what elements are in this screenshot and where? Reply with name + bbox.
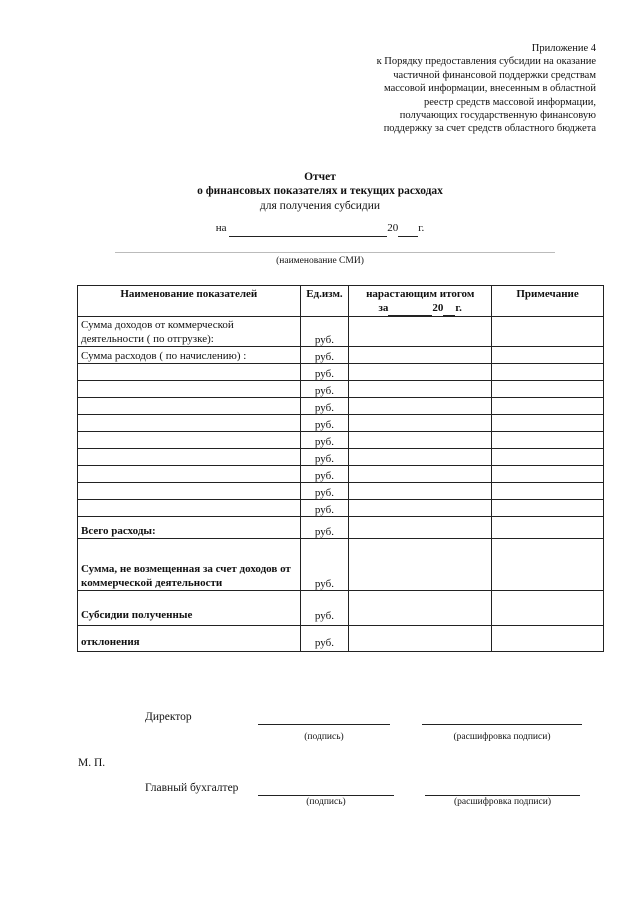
row-unit: руб.: [300, 381, 349, 398]
row-note-cell[interactable]: [492, 483, 604, 500]
accountant-signature-line[interactable]: [258, 795, 394, 796]
report-table: [77, 285, 604, 652]
report-title: Отчет: [304, 171, 336, 183]
row-unit: руб.: [300, 539, 349, 591]
appendix-line: массовой информации, внесенным в областной: [384, 83, 596, 95]
row-name[interactable]: [78, 466, 301, 483]
date-prefix: на: [215, 222, 227, 234]
row-note-cell[interactable]: [492, 466, 604, 483]
row-value-cell[interactable]: [349, 317, 492, 347]
date-suffix: г.: [418, 222, 425, 234]
accountant-decode-line[interactable]: [425, 795, 580, 796]
row-name[interactable]: [78, 483, 301, 500]
row-value-cell[interactable]: [349, 449, 492, 466]
table-row: [78, 364, 604, 381]
row-note-cell[interactable]: [492, 381, 604, 398]
row-unit: руб.: [300, 317, 349, 347]
row-unit: руб.: [300, 398, 349, 415]
header-cumulative: нарастающим итогом за 20 г.: [349, 286, 492, 317]
row-note-cell[interactable]: [492, 364, 604, 381]
row-unit: руб.: [300, 500, 349, 517]
table-row-uncovered: [78, 539, 604, 591]
year-blank[interactable]: [398, 221, 418, 237]
row-unit: руб.: [300, 466, 349, 483]
date-year: 20: [387, 222, 399, 234]
row-name: Сумма, не возмещенная за счет доходов от коммерческой деятельности: [78, 539, 301, 591]
row-note-cell[interactable]: [492, 415, 604, 432]
row-value-cell[interactable]: [349, 539, 492, 591]
media-name-caption: (наименование СМИ): [276, 256, 364, 266]
header-unit: Ед.изм.: [300, 286, 349, 317]
row-name[interactable]: [78, 415, 301, 432]
row-unit: руб.: [300, 517, 349, 539]
report-purpose: для получения субсидии: [259, 200, 381, 212]
row-note-cell[interactable]: [492, 347, 604, 364]
row-value-cell[interactable]: [349, 398, 492, 415]
row-name[interactable]: [78, 432, 301, 449]
director-signature-caption: (подпись): [304, 732, 344, 742]
table-row: [78, 415, 604, 432]
row-value-cell[interactable]: [349, 500, 492, 517]
row-name[interactable]: [78, 500, 301, 517]
row-name[interactable]: [78, 381, 301, 398]
table-row-subsidies: [78, 591, 604, 626]
row-note-cell[interactable]: [492, 626, 604, 652]
table-row: [78, 381, 604, 398]
row-unit: руб.: [300, 449, 349, 466]
director-signature-line[interactable]: [258, 724, 390, 725]
row-name: Субсидии полученные: [78, 591, 301, 626]
accountant-decode-caption: (расшифровка подписи): [454, 797, 551, 807]
row-value-cell[interactable]: [349, 415, 492, 432]
director-decode-caption: (расшифровка подписи): [453, 732, 551, 742]
appendix-line: к Порядку предоставления субсидии на оказание: [376, 56, 596, 68]
row-value-cell[interactable]: [349, 466, 492, 483]
row-unit: руб.: [300, 432, 349, 449]
report-date-line: [0, 221, 640, 237]
row-value-cell[interactable]: [349, 483, 492, 500]
table-row: [78, 449, 604, 466]
table-row: [78, 347, 604, 364]
accountant-signature-caption: (подпись): [306, 797, 346, 807]
row-unit: руб.: [300, 347, 349, 364]
row-note-cell[interactable]: [492, 449, 604, 466]
appendix-line: получающих государственную финансовую: [399, 110, 596, 122]
row-note-cell[interactable]: [492, 500, 604, 517]
appendix-line: реестр средств массовой информации,: [424, 96, 596, 108]
row-name[interactable]: [78, 398, 301, 415]
table-row: [78, 500, 604, 517]
header-note: Примечание: [492, 286, 604, 317]
table-row: [78, 483, 604, 500]
row-value-cell[interactable]: [349, 381, 492, 398]
row-name: Сумма расходов ( по начислению) :: [78, 347, 301, 364]
header-name: Наименование показателей: [78, 286, 301, 317]
row-value-cell[interactable]: [349, 591, 492, 626]
row-value-cell[interactable]: [349, 517, 492, 539]
table-row-total: [78, 517, 604, 539]
appendix-line: частичной финансовой поддержки средствам: [393, 69, 596, 81]
appendix-block: [330, 42, 596, 136]
appendix-line: Приложение 4: [531, 43, 596, 54]
row-unit: руб.: [300, 483, 349, 500]
table-row: [78, 466, 604, 483]
report-subtitle: о финансовых показателях и текущих расходах: [197, 185, 443, 197]
table-header-row: [78, 286, 604, 317]
row-note-cell[interactable]: [492, 398, 604, 415]
row-name: отклонения: [78, 626, 301, 652]
row-name[interactable]: [78, 364, 301, 381]
table-row: [78, 398, 604, 415]
stamp-label: М. П.: [78, 757, 106, 769]
row-value-cell[interactable]: [349, 364, 492, 381]
row-unit: руб.: [300, 591, 349, 626]
row-unit: руб.: [300, 626, 349, 652]
row-value-cell[interactable]: [349, 626, 492, 652]
date-blank[interactable]: [229, 221, 387, 237]
accountant-label: Главный бухгалтер: [145, 782, 239, 794]
row-name: Сумма доходов от коммерческой деятельности ( по отгрузке):: [78, 317, 301, 347]
row-unit: руб.: [300, 415, 349, 432]
table-row: [78, 317, 604, 347]
media-name-line[interactable]: [115, 252, 555, 253]
row-value-cell[interactable]: [349, 432, 492, 449]
director-decode-line[interactable]: [422, 724, 582, 725]
row-note-cell[interactable]: [492, 539, 604, 591]
table-row: [78, 432, 604, 449]
row-name: Всего расходы:: [78, 517, 301, 539]
director-label: Директор: [145, 711, 192, 723]
row-name[interactable]: [78, 449, 301, 466]
table-row-deviations: [78, 626, 604, 652]
row-note-cell[interactable]: [492, 517, 604, 539]
row-note-cell[interactable]: [492, 317, 604, 347]
row-unit: руб.: [300, 364, 349, 381]
row-note-cell[interactable]: [492, 432, 604, 449]
row-value-cell[interactable]: [349, 347, 492, 364]
appendix-line: поддержку за счет средств областного бюджета: [383, 123, 596, 135]
row-note-cell[interactable]: [492, 591, 604, 626]
